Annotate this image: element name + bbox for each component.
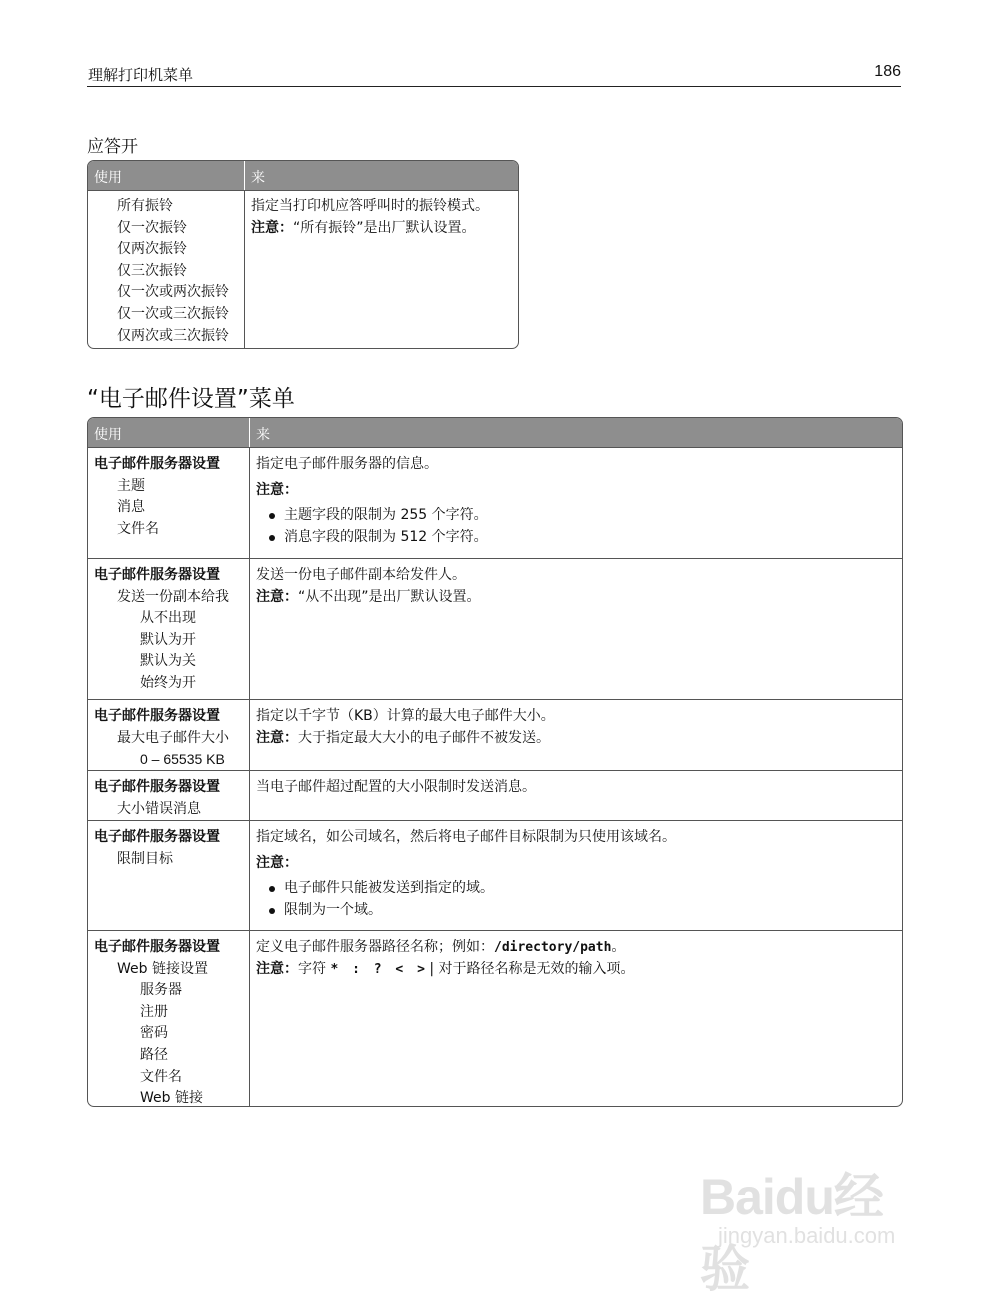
- group-label: 电子邮件服务器设置: [94, 939, 220, 955]
- option-item: 仅一次或两次振铃: [117, 284, 229, 301]
- setting-value: 文件名: [140, 1068, 182, 1085]
- table-row: [88, 447, 902, 558]
- option-item: 仅一次振铃: [117, 219, 187, 236]
- description: 指定以千字节（KB）计算的最大电子邮件大小。: [256, 708, 555, 724]
- note-text-suffix: | 对于路径名称是无效的输入项。: [424, 960, 635, 977]
- setting-value: 默认为开: [140, 631, 196, 648]
- table-row: [88, 820, 902, 930]
- option-item: 仅三次振铃: [117, 262, 187, 279]
- table-row: [88, 190, 518, 348]
- option-item: 仅两次振铃: [117, 241, 187, 258]
- description: 发送一份电子邮件副本给发件人。: [256, 567, 466, 583]
- setting-item: 最大电子邮件大小: [117, 729, 229, 746]
- setting-value: 从不出现: [140, 610, 196, 627]
- option-item: 所有振铃: [117, 198, 173, 214]
- invalid-chars: * : ? < >: [330, 961, 425, 977]
- description-suffix: 。: [611, 939, 626, 955]
- description: 指定当打印机应答呼叫时的振铃模式。: [251, 198, 489, 214]
- note-label: 注意：: [251, 219, 293, 236]
- page-header: [87, 62, 901, 87]
- answer-table: [87, 160, 519, 349]
- option-list: [88, 191, 245, 348]
- table-row: [88, 930, 902, 1106]
- note-text: “从不出现”是出厂默认设置。: [298, 588, 481, 605]
- note-bullet: 主题字段的限制为 255 个字符。: [256, 505, 900, 527]
- note-label: 注意：: [256, 854, 298, 871]
- page-number: 186: [874, 63, 901, 80]
- setting-item: 大小错误消息: [117, 800, 201, 817]
- watermark-logo: Baidu经验: [700, 1169, 883, 1297]
- note-bullet: 限制为一个域。: [256, 900, 900, 922]
- setting-item: 主题: [117, 477, 145, 494]
- setting-value: 始终为开: [140, 674, 196, 691]
- note-text: “所有振铃”是出厂默认设置。: [293, 219, 476, 236]
- table-row: [88, 558, 902, 699]
- watermark-url: jingyan.baidu.com: [718, 1223, 896, 1248]
- setting-item: 发送一份副本给我: [117, 588, 229, 605]
- setting-item: 消息: [117, 499, 145, 516]
- answer-section-title: 应答开: [87, 137, 138, 157]
- setting-value: Web 链接: [140, 1090, 203, 1107]
- description-cell: [245, 191, 516, 348]
- setting-value: 注册: [140, 1003, 168, 1020]
- path-example: /directory/path: [494, 940, 612, 955]
- col-use-header: 使用: [88, 418, 250, 447]
- note-label: 注意：: [256, 588, 298, 605]
- description: 指定域名，如公司域名，然后将电子邮件目标限制为只使用该域名。: [256, 829, 676, 845]
- option-item: 仅两次或三次振铃: [117, 327, 229, 344]
- table-header: [88, 418, 902, 447]
- table-row: [88, 699, 902, 770]
- setting-value: 0 – 65535 KB: [140, 751, 225, 768]
- group-label: 电子邮件服务器设置: [94, 456, 220, 472]
- group-label: 电子邮件服务器设置: [94, 567, 220, 583]
- note-label: 注意：: [256, 960, 298, 977]
- email-section-title: “电子邮件设置”菜单: [87, 386, 295, 412]
- description: 当电子邮件超过配置的大小限制时发送消息。: [256, 779, 536, 795]
- setting-value: 路径: [140, 1046, 168, 1063]
- option-item: 仅一次或三次振铃: [117, 305, 229, 322]
- group-label: 电子邮件服务器设置: [94, 779, 220, 795]
- note-bullet: 消息字段的限制为 512 个字符。: [256, 527, 900, 549]
- col-use-header: 使用: [88, 161, 245, 190]
- group-label: 电子邮件服务器设置: [94, 829, 220, 845]
- col-to-header: 来: [256, 427, 270, 443]
- setting-item: 限制目标: [117, 850, 173, 867]
- col-to-header: 来: [251, 170, 265, 186]
- email-settings-table: [87, 417, 903, 1107]
- setting-item: 文件名: [117, 520, 159, 537]
- setting-item: Web 链接设置: [117, 960, 208, 977]
- setting-value: 服务器: [140, 982, 182, 999]
- note-bullet: 电子邮件只能被发送到指定的域。: [256, 878, 900, 900]
- setting-value: 默认为关: [140, 653, 196, 670]
- note-label: 注意：: [256, 729, 298, 746]
- description: 指定电子邮件服务器的信息。: [256, 456, 438, 472]
- baidu-watermark: [700, 1135, 930, 1297]
- setting-value: 密码: [140, 1025, 168, 1042]
- note-text: 字符: [298, 960, 331, 977]
- table-row: [88, 770, 902, 820]
- note-text: 大于指定最大大小的电子邮件不被发送。: [298, 729, 550, 746]
- description: 定义电子邮件服务器路径名称；例如：: [256, 939, 494, 955]
- table-header: [88, 161, 518, 190]
- note-label: 注意：: [256, 481, 298, 498]
- header-title: 理解打印机菜单: [88, 66, 194, 84]
- group-label: 电子邮件服务器设置: [94, 708, 220, 724]
